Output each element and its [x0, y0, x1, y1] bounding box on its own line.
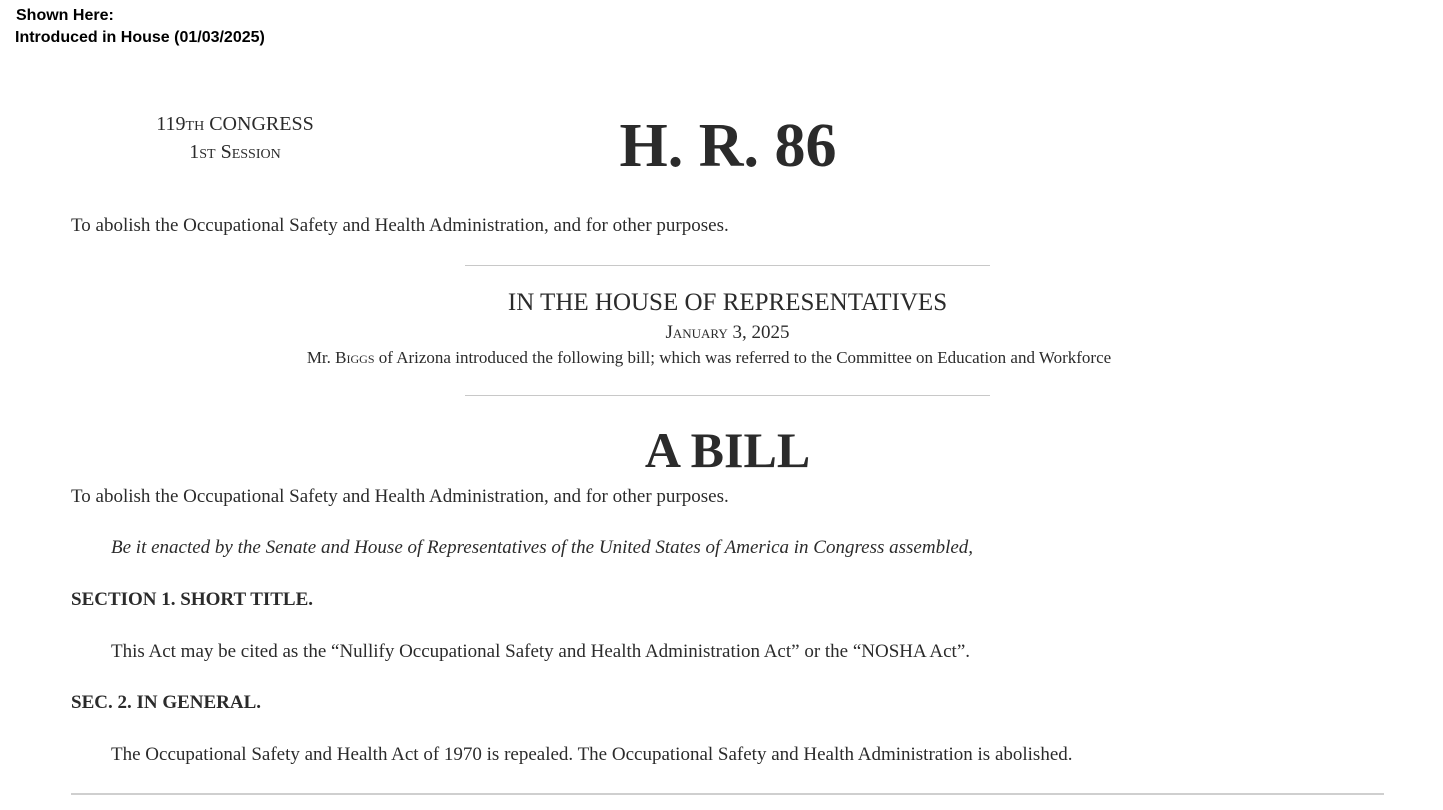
session-number: 1 — [189, 141, 200, 163]
session-suffix: st — [199, 141, 216, 163]
a-bill-title: A BILL — [644, 422, 811, 478]
introduction-statement — [0, 347, 1418, 369]
bill-number: H. R. 86 — [619, 112, 837, 180]
section-1-text: This Act may be cited as the “Nullify Occupational Safety and Health Administration Act” or the “NOSHA Act”. — [111, 641, 971, 662]
sponsor-name: Biggs — [335, 348, 375, 367]
congress-session-block — [130, 110, 340, 166]
session-line — [130, 138, 340, 166]
intro-suffix: of Arizona introduced the following bill; which was referred to the Committee on Education and Workforce — [378, 348, 1112, 367]
congress-label: CONGRESS — [209, 113, 314, 135]
section-2-text: The Occupational Safety and Health Act of 1970 is repealed. The Occupational Safety and Health Administration is abolished. — [111, 744, 1073, 765]
divider — [465, 395, 990, 396]
session-label: Session — [220, 141, 281, 163]
congress-suffix: th — [185, 113, 205, 135]
section-2-heading: SEC. 2. IN GENERAL. — [71, 692, 262, 713]
bottom-divider — [71, 793, 1384, 795]
congress-number: 119 — [156, 113, 186, 135]
bill-purpose: To abolish the Occupational Safety and Health Administration, and for other purposes. — [71, 215, 729, 236]
bill-purpose-repeat: To abolish the Occupational Safety and Health Administration, and for other purposes. — [71, 486, 729, 507]
version-text: Introduced in House (01/03/2025) — [15, 29, 265, 46]
section-1-heading: SECTION 1. SHORT TITLE. — [71, 589, 314, 610]
enacting-clause: Be it enacted by the Senate and House of Representatives of the United States of America in Congress assembled, — [111, 537, 974, 558]
shown-here-label: Shown Here: — [16, 7, 114, 24]
congress-line — [130, 110, 340, 138]
chamber-title: IN THE HOUSE OF REPRESENTATIVES — [507, 289, 948, 316]
introduced-date: January 3, 2025 — [665, 322, 790, 343]
divider — [465, 265, 990, 266]
version-header — [15, 5, 265, 49]
intro-prefix: Mr. — [306, 348, 331, 367]
